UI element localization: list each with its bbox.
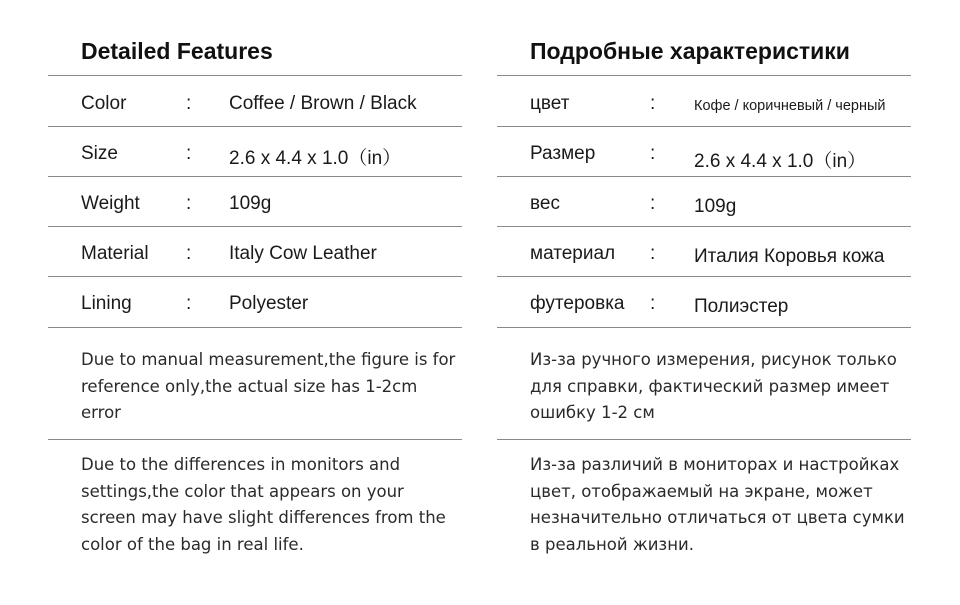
spec-value: Polyester <box>229 293 309 314</box>
divider <box>48 439 462 440</box>
spec-value: 2.6 x 4.4 x 1.0（in） <box>229 148 402 169</box>
divider <box>497 439 911 440</box>
spec-row-size <box>48 126 462 176</box>
spec-row-size <box>497 126 911 176</box>
english-title: Detailed Features <box>81 38 273 64</box>
spec-row-color <box>497 76 911 126</box>
spec-row-weight <box>48 176 462 226</box>
spec-colon: : <box>186 93 192 114</box>
spec-colon: : <box>186 143 192 164</box>
spec-label: материал <box>530 243 616 264</box>
spec-label: футеровка <box>530 293 625 314</box>
spec-colon: : <box>650 93 656 114</box>
spec-row-lining <box>497 276 911 326</box>
spec-value: Кофе / коричневый / черный <box>694 98 886 114</box>
spec-row-material <box>48 226 462 276</box>
measurement-note: Из-за ручного измерения, рисунок только для справки, фактический размер имеет ошибку 1-2 см <box>530 350 897 422</box>
spec-value: 109g <box>229 193 272 214</box>
spec-label: Color <box>81 93 127 114</box>
spec-label: вес <box>530 193 560 214</box>
russian-title: Подробные характеристики <box>530 38 850 64</box>
spec-colon: : <box>650 243 656 264</box>
spec-row-weight <box>497 176 911 226</box>
spec-label: Размер <box>530 143 596 164</box>
spec-value: Полиэстер <box>694 296 789 317</box>
spec-colon: : <box>650 143 656 164</box>
divider <box>48 327 462 328</box>
spec-colon: : <box>186 193 192 214</box>
spec-value: Италия Коровья кожа <box>694 246 885 267</box>
spec-label: цвет <box>530 93 570 114</box>
color-note: Due to the differences in monitors and settings,the color that appears on your screen may have slight differences from the color of the bag in real life. <box>81 455 446 554</box>
spec-row-lining <box>48 276 462 326</box>
divider <box>497 327 911 328</box>
spec-value: Italy Cow Leather <box>229 243 377 264</box>
spec-value: Coffee / Brown / Black <box>229 93 417 114</box>
spec-row-material <box>497 226 911 276</box>
spec-label: Size <box>81 143 118 164</box>
spec-label: Weight <box>81 193 140 214</box>
spec-colon: : <box>650 193 656 214</box>
spec-colon: : <box>186 243 192 264</box>
measurement-note: Due to manual measurement,the figure is for reference only,the actual size has 1-2cm error <box>81 350 456 422</box>
color-note: Из-за различий в мониторах и настройках цвет, отображаемый на экране, может незначительно отличаться от цвета сумки в реальной жизни. <box>530 455 905 554</box>
spec-label: Material <box>81 243 149 264</box>
spec-label: Lining <box>81 293 132 314</box>
spec-row-color <box>48 76 462 126</box>
spec-colon: : <box>186 293 192 314</box>
spec-value: 2.6 x 4.4 x 1.0（in） <box>694 151 867 172</box>
spec-colon: : <box>650 293 656 314</box>
spec-value: 109g <box>694 196 737 217</box>
